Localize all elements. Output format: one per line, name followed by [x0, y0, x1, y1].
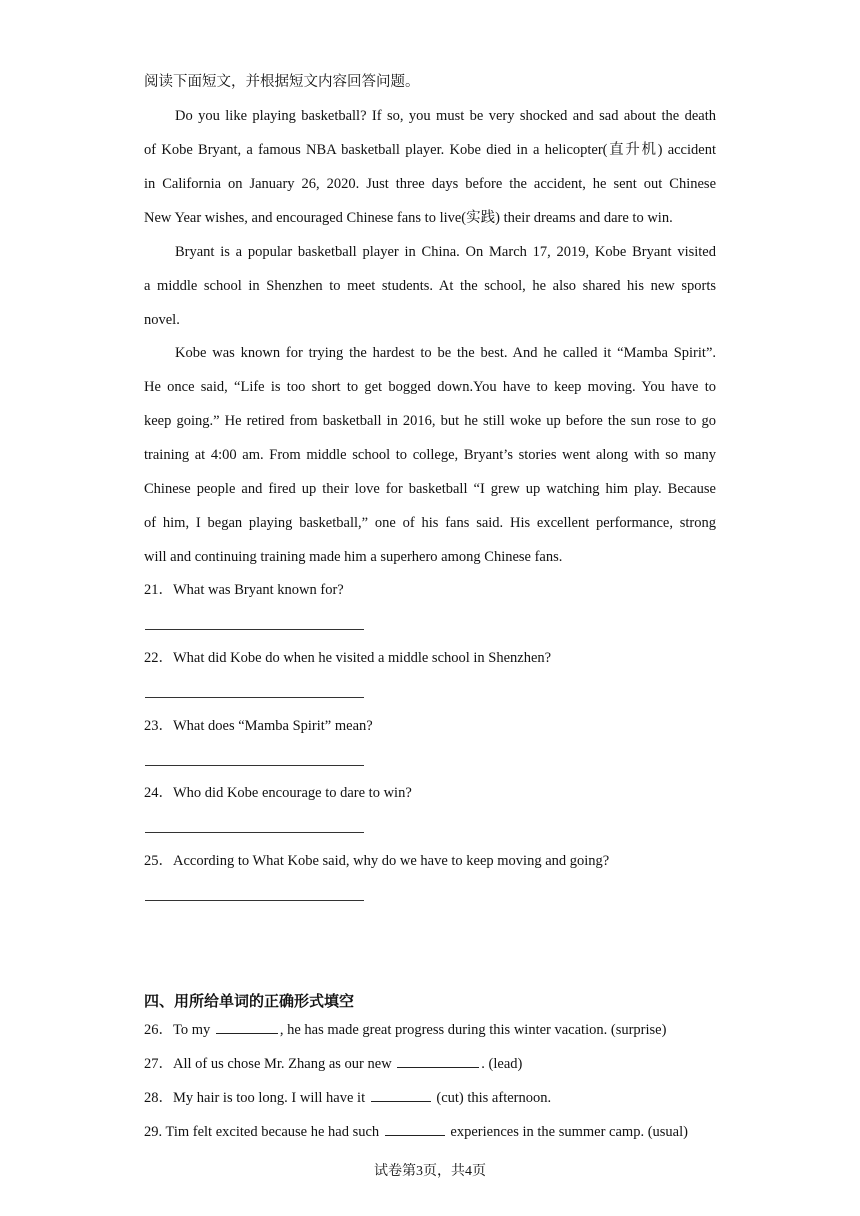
passage-line: in California on January 26, 2020. Just three days before the accident, he sent out Chinese: [144, 176, 716, 192]
answer-line-21[interactable]: [145, 629, 364, 630]
passage-line: Kobe was known for trying the hardest to be the best. And he called it “Mamba Spirit”.: [175, 345, 716, 361]
fill-text-pre: 28．My hair is too long. I will have it: [144, 1090, 366, 1106]
fill-item-27: [144, 1053, 716, 1074]
passage-line: a middle school in Shenzhen to meet students. At the school, he also shared his new sports: [144, 278, 716, 294]
fill-text-pre: 27．All of us chose Mr. Zhang as our new: [144, 1056, 392, 1072]
page-footer: 试卷第3页，共4页: [374, 1164, 486, 1179]
fill-text-post: , he has made great progress during this winter vacation. (surprise): [279, 1022, 667, 1038]
fill-text-pre: 29. Tim felt excited because he had such: [144, 1124, 380, 1140]
section-4-title: 四、用所给单词的正确形式填空: [144, 992, 355, 1010]
passage-line: Chinese people and fired up their love for basketball “I grew up watching him play. Because: [144, 481, 716, 497]
question-21: 21．What was Bryant known for?: [144, 582, 344, 598]
fill-item-26: [144, 1019, 716, 1040]
fill-blank-29[interactable]: [385, 1121, 445, 1136]
passage-line: Do you like playing basketball? If so, you must be very shocked and sad about the death: [175, 108, 716, 124]
fill-text-post: (cut) this afternoon.: [436, 1090, 552, 1106]
passage-line: will and continuing training made him a superhero among Chinese fans.: [144, 549, 563, 565]
fill-text-post: experiences in the summer camp. (usual): [450, 1124, 688, 1140]
answer-line-22[interactable]: [145, 697, 364, 698]
answer-line-25[interactable]: [145, 900, 364, 901]
passage-line: Bryant is a popular basketball player in China. On March 17, 2019, Kobe Bryant visited: [175, 244, 716, 260]
passage-line: New Year wishes, and encouraged Chinese fans to live(实践) their dreams and dare to win.: [144, 210, 673, 226]
question-24: 24．Who did Kobe encourage to dare to win?: [144, 785, 412, 801]
passage-line: training at 4:00 am. From middle school to college, Bryant’s stories went along with so many: [144, 447, 716, 463]
fill-item-29: [144, 1121, 716, 1142]
fill-item-28: [144, 1087, 716, 1108]
question-23: 23．What does “Mamba Spirit” mean?: [144, 718, 373, 734]
passage-line: He once said, “Life is too short to get bogged down.You have to keep moving. You have to: [144, 379, 716, 395]
fill-blank-27[interactable]: [397, 1053, 479, 1068]
question-22: 22．What did Kobe do when he visited a middle school in Shenzhen?: [144, 650, 552, 666]
fill-text-pre: 26．To my: [144, 1022, 211, 1038]
answer-line-24[interactable]: [145, 832, 364, 833]
fill-blank-28[interactable]: [371, 1087, 431, 1102]
answer-line-23[interactable]: [145, 765, 364, 766]
question-25: 25．According to What Kobe said, why do we have to keep moving and going?: [144, 853, 610, 869]
passage-line: of him, I began playing basketball,” one of his fans said. His excellent performance, strong: [144, 515, 716, 531]
instruction-text: 阅读下面短文，并根据短文内容回答问题。: [144, 74, 420, 90]
passage-line: keep going.” He retired from basketball in 2016, but he still woke up before the sun rose to go: [144, 413, 716, 429]
passage-line: novel.: [144, 312, 180, 328]
fill-text-post: . (lead): [481, 1056, 523, 1072]
fill-blank-26[interactable]: [216, 1019, 278, 1034]
passage-line: of Kobe Bryant, a famous NBA basketball player. Kobe died in a helicopter(直升机) accident: [144, 142, 716, 158]
